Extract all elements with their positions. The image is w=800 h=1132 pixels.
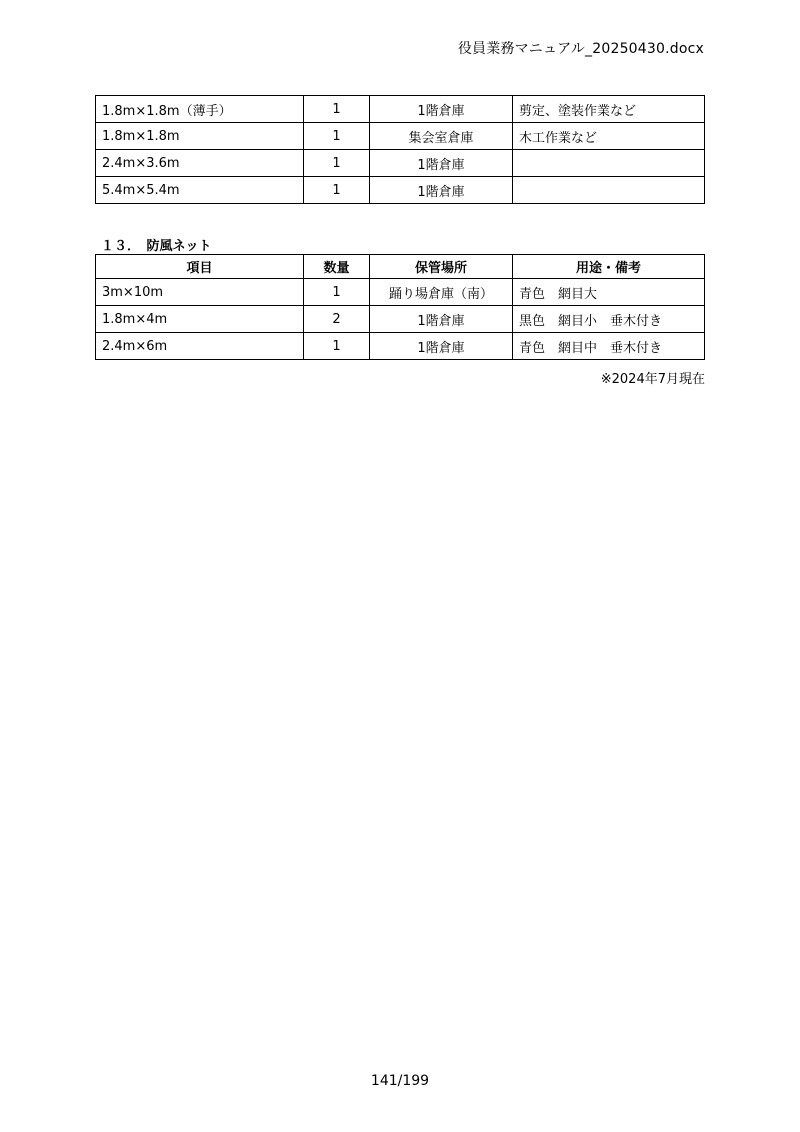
quantity-cell: 2	[304, 306, 370, 333]
quantity-cell: 1	[304, 279, 370, 306]
usage-cell: 青色 網目中 垂木付き	[513, 333, 705, 360]
quantity-cell: 1	[304, 333, 370, 360]
quantity-cell: 1	[304, 177, 370, 204]
windbreak-net-table	[95, 254, 705, 360]
column-header-item: 項目	[96, 255, 304, 279]
item-cell: 2.4m×6m	[96, 333, 304, 360]
table-row	[96, 333, 705, 360]
usage-cell	[513, 150, 705, 177]
location-cell: 踊り場倉庫（南）	[370, 279, 513, 306]
usage-cell: 木工作業など	[513, 123, 705, 150]
quantity-cell: 1	[304, 96, 370, 123]
document-filename: 役員業務マニュアル_20250430.docx	[457, 41, 704, 57]
location-cell: 1階倉庫	[370, 333, 513, 360]
column-header-quantity: 数量	[304, 255, 370, 279]
table-row	[96, 96, 705, 123]
quantity-cell: 1	[304, 123, 370, 150]
quantity-cell: 1	[304, 150, 370, 177]
item-cell: 1.8m×1.8m	[96, 123, 304, 150]
column-header-usage: 用途・備考	[513, 255, 705, 279]
usage-cell: 青色 網目大	[513, 279, 705, 306]
item-cell: 2.4m×3.6m	[96, 150, 304, 177]
item-cell: 1.8m×4m	[96, 306, 304, 333]
usage-cell: 黒色 網目小 垂木付き	[513, 306, 705, 333]
table-row	[96, 123, 705, 150]
item-cell: 5.4m×5.4m	[96, 177, 304, 204]
usage-cell: 剪定、塗装作業など	[513, 96, 705, 123]
table-row	[96, 279, 705, 306]
item-cell: 3m×10m	[96, 279, 304, 306]
location-cell: 集会室倉庫	[370, 123, 513, 150]
date-note: ※2024年7月現在	[600, 372, 705, 387]
location-cell: 1階倉庫	[370, 150, 513, 177]
tarp-inventory-table	[95, 95, 705, 204]
page-number: 141/199	[370, 1073, 430, 1089]
table-header-row	[96, 255, 705, 279]
table-row	[96, 306, 705, 333]
usage-cell	[513, 177, 705, 204]
item-cell: 1.8m×1.8m（薄手）	[96, 96, 304, 123]
table-row	[96, 150, 705, 177]
location-cell: 1階倉庫	[370, 177, 513, 204]
column-header-location: 保管場所	[370, 255, 513, 279]
table-row	[96, 177, 705, 204]
location-cell: 1階倉庫	[370, 96, 513, 123]
location-cell: 1階倉庫	[370, 306, 513, 333]
section-title: １３． 防風ネット	[101, 239, 212, 254]
